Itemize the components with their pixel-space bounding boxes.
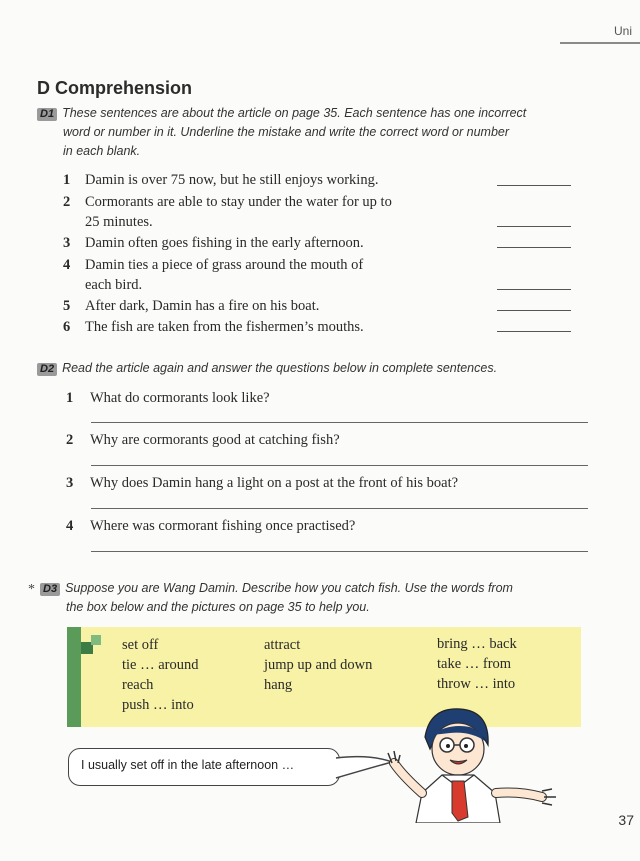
item-number: 1: [63, 172, 71, 188]
item-text: Damin ties a piece of grass around the mouth of: [85, 257, 364, 273]
challenge-star: *: [28, 582, 35, 597]
item-text: Cormorants are able to stay under the water for up to: [85, 194, 392, 210]
d1-instr-line2: word or number in it. Underline the mistake and write the correct word or number: [63, 125, 510, 139]
d2-tag: D2: [37, 363, 57, 376]
item-text: Damin often goes fishing in the early afternoon.: [85, 235, 364, 251]
question-text: Why are cormorants good at catching fish?: [90, 432, 340, 448]
answer-blank-2[interactable]: [497, 226, 571, 227]
speech-bubble: [68, 748, 340, 786]
d1-instr-line3: in each blank.: [63, 144, 141, 158]
item-text: Damin is over 75 now, but he still enjoys working.: [85, 172, 379, 188]
answer-blank-3[interactable]: [497, 247, 571, 248]
question-number: 1: [66, 390, 74, 406]
item-number: 2: [63, 194, 71, 210]
answer-blank-1[interactable]: [497, 185, 571, 186]
answer-line-1[interactable]: [91, 422, 588, 423]
word-item: push … into: [122, 697, 194, 713]
word-item: jump up and down: [264, 657, 373, 673]
answer-line-2[interactable]: [91, 465, 588, 466]
d3-instr-line2: the box below and the pictures on page 35 to help you.: [66, 600, 370, 614]
word-item: take … from: [437, 656, 512, 672]
box-decoration-icon: [91, 635, 101, 645]
answer-blank-5[interactable]: [497, 310, 571, 311]
item-number: 6: [63, 319, 71, 335]
question-text: Why does Damin hang a light on a post at the front of his boat?: [90, 475, 459, 491]
item-text: The fish are taken from the fishermen’s mouths.: [85, 319, 364, 335]
item-number: 3: [63, 235, 71, 251]
answer-line-4[interactable]: [91, 551, 588, 552]
d1-instructions: [37, 104, 597, 161]
student-illustration: [330, 705, 560, 823]
word-item: tie … around: [122, 657, 199, 673]
item-text-cont: each bird.: [85, 277, 143, 293]
question-text: Where was cormorant fishing once practised?: [90, 518, 356, 534]
question-number: 4: [66, 518, 74, 534]
speech-bubble-text: I usually set off in the late afternoon …: [81, 758, 295, 772]
d2-instr-text: Read the article again and answer the questions below in complete sentences.: [62, 361, 498, 375]
page-number: 37: [618, 812, 634, 828]
section-title: D Comprehension: [37, 78, 193, 98]
unit-label: Uni: [613, 24, 632, 38]
word-item: reach: [122, 677, 154, 693]
question-number: 3: [66, 475, 74, 491]
item-text: After dark, Damin has a fire on his boat.: [85, 298, 320, 314]
word-item: bring … back: [437, 636, 517, 652]
answer-line-3[interactable]: [91, 508, 588, 509]
d3-instructions: [40, 579, 600, 617]
answer-blank-4[interactable]: [497, 289, 571, 290]
d1-instr-line1: These sentences are about the article on page 35. Each sentence has one incorrect: [62, 106, 527, 120]
answer-blank-6[interactable]: [497, 331, 571, 332]
question-number: 2: [66, 432, 74, 448]
word-item: throw … into: [437, 676, 516, 692]
item-text-cont: 25 minutes.: [85, 214, 153, 230]
d2-instructions: [37, 359, 617, 378]
d3-tag: D3: [40, 583, 60, 596]
item-number: 4: [63, 257, 71, 273]
word-item: set off: [122, 637, 159, 653]
d3-instr-line1: Suppose you are Wang Damin. Describe how you catch fish. Use the words from: [65, 581, 513, 595]
d1-tag: D1: [37, 108, 57, 121]
header-rule: [560, 42, 640, 44]
question-text: What do cormorants look like?: [90, 390, 270, 406]
word-item: attract: [264, 637, 301, 653]
word-item: hang: [264, 677, 293, 693]
item-number: 5: [63, 298, 71, 314]
